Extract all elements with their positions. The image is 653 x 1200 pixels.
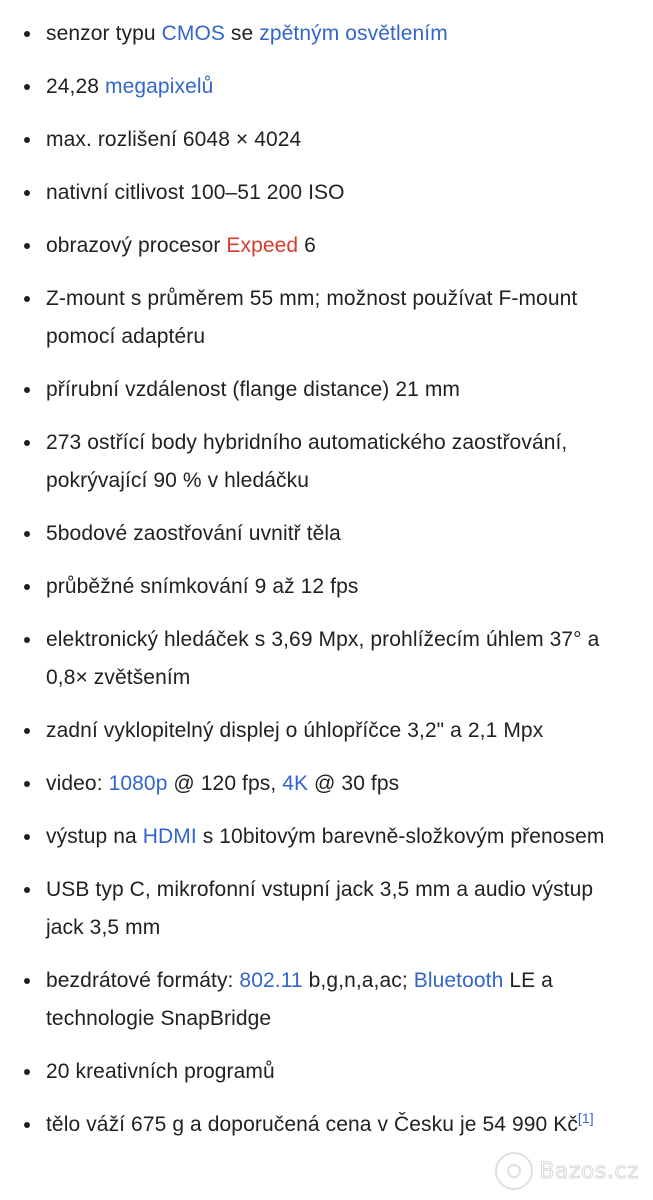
wiki-link[interactable]: HDMI [142,825,197,848]
spec-text: výstup na [46,825,143,848]
list-item [20,962,633,1038]
list-item [20,121,633,159]
list-item [20,1106,633,1144]
spec-text: s 10bitovým barevně-složkovým přenosem [196,825,605,848]
bullet-icon [24,1122,30,1128]
bullet-icon [24,31,30,37]
spec-text: video: [46,772,109,795]
spec-text: 20 kreativních programů [46,1060,275,1083]
spec-text: Z-mount s průměrem 55 mm; možnost používat F-mount pomocí adaptéru [46,287,578,348]
list-item [20,1053,633,1091]
spec-text: obrazový procesor [46,234,227,257]
spec-text: 6 [298,234,316,257]
bullet-icon [24,190,30,196]
spec-text: b,g,n,a,ac; [302,969,414,992]
spec-text: se [225,22,260,45]
list-item [20,15,633,53]
wiki-link[interactable]: 4K [282,772,309,795]
list-item [20,424,633,500]
bullet-icon [24,781,30,787]
reference-link[interactable]: [1] [577,1110,594,1126]
list-item [20,621,633,697]
wiki-link[interactable]: zpětným osvětlením [259,22,448,45]
list-item [20,280,633,356]
bullet-icon [24,84,30,90]
spec-text: LE a technologie SnapBridge [46,969,553,1030]
bullet-icon [24,137,30,143]
wiki-link[interactable]: CMOS [161,22,225,45]
bullet-icon [24,887,30,893]
list-item [20,371,633,409]
spec-text: průběžné snímkování 9 až 12 fps [46,575,359,598]
spec-text: zadní vyklopitelný displej o úhlopříčce 3,2" a 2,1 Mpx [46,719,544,742]
spec-text: nativní citlivost 100–51 200 ISO [46,181,345,204]
spec-text: max. rozlišení 6048 × 4024 [46,128,302,151]
list-item [20,871,633,947]
list-item [20,515,633,553]
spec-text: @ 30 fps [308,772,400,795]
list-item [20,174,633,212]
list-item [20,765,633,803]
spec-text: přírubní vzdálenost (flange distance) 21 mm [46,378,461,401]
bullet-icon [24,584,30,590]
list-item [20,712,633,750]
list-item [20,227,633,265]
list-item [20,818,633,856]
bazos-logo-icon [495,1152,533,1190]
bullet-icon [24,637,30,643]
spec-text: bezdrátové formáty: [46,969,240,992]
bullet-icon [24,387,30,393]
bullet-icon [24,243,30,249]
bullet-icon [24,440,30,446]
list-item [20,68,633,106]
watermark-text: Bazos.cz [539,1158,639,1184]
spec-text: tělo váží 675 g a doporučená cena v Česku je 54 990 Kč [46,1113,578,1136]
spec-text: 273 ostřící body hybridního automatického zaostřování, pokrývající 90 % v hledáčku [46,431,568,492]
watermark [495,1152,639,1190]
bullet-icon [24,728,30,734]
wiki-link[interactable]: 802.11 [239,969,303,992]
bullet-icon [24,296,30,302]
bullet-icon [24,978,30,984]
spec-text: 5bodové zaostřování uvnitř těla [46,522,341,545]
bullet-icon [24,531,30,537]
spec-text: senzor typu [46,22,162,45]
wiki-link[interactable]: Expeed [226,234,299,257]
spec-text: 24,28 [46,75,105,98]
bullet-icon [24,834,30,840]
wiki-link[interactable]: 1080p [108,772,168,795]
wiki-link[interactable]: Bluetooth [413,969,504,992]
bullet-icon [24,1069,30,1075]
wiki-link[interactable]: megapixelů [105,75,214,98]
spec-text: elektronický hledáček s 3,69 Mpx, prohlížecím úhlem 37° a 0,8× zvětšením [46,628,600,689]
list-item [20,568,633,606]
spec-text: USB typ C, mikrofonní vstupní jack 3,5 mm a audio výstup jack 3,5 mm [46,878,594,939]
spec-text: @ 120 fps, [167,772,283,795]
